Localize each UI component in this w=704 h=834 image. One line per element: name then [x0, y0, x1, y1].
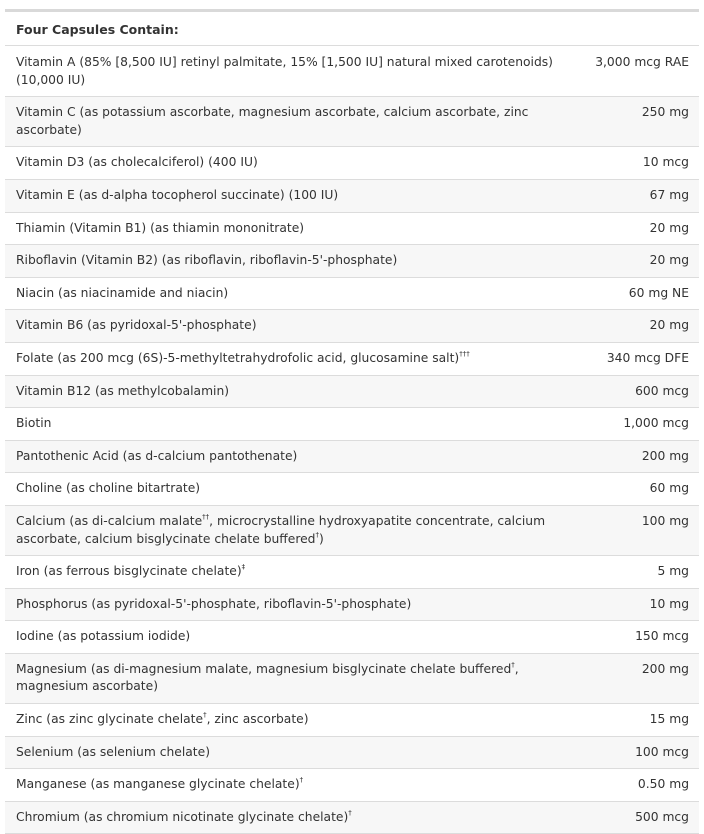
ingredient-name-text: Pantothenic Acid (as d-calcium pantothenate)	[16, 448, 298, 463]
footnote-marker: †††	[459, 349, 470, 358]
ingredient-name	[16, 480, 576, 498]
ingredient-name-text: Vitamin B6 (as pyridoxal-5'-phosphate)	[16, 318, 257, 333]
table-row	[5, 46, 699, 97]
table-row	[5, 278, 699, 311]
ingredient-name	[16, 596, 576, 614]
ingredient-amount: 60 mg	[649, 481, 689, 496]
ingredient-amount: 340 mcg DFE	[606, 350, 689, 365]
table-row	[5, 310, 699, 343]
table-header: Four Capsules Contain:	[5, 12, 699, 46]
ingredient-name	[16, 563, 576, 581]
ingredient-amount: 5 mg	[657, 564, 689, 579]
ingredient-name	[16, 220, 576, 238]
ingredient-name-text: Vitamin D3 (as cholecalciferol) (400 IU)	[16, 155, 258, 170]
ingredient-name-text: Choline (as choline bitartrate)	[16, 481, 201, 496]
table-body	[5, 46, 699, 834]
ingredient-amount: 250 mg	[641, 105, 689, 120]
ingredient-amount: 600 mcg	[635, 383, 689, 398]
ingredient-name-part: Magnesium (as di-magnesium malate, magnesium bisglycinate chelate buffered	[16, 661, 512, 676]
table-row	[5, 180, 699, 213]
ingredient-amount: 15 mg	[649, 712, 689, 727]
table-row	[5, 654, 699, 704]
ingredient-name	[16, 711, 576, 729]
ingredient-name-text: Folate (as 200 mcg (6S)-5-methyltetrahydrofolic acid, glucosamine salt)	[16, 350, 460, 365]
table-row	[5, 97, 699, 147]
ingredient-amount: 200 mg	[641, 661, 689, 676]
ingredient-name-part: , zinc ascorbate)	[206, 712, 309, 727]
footnote-marker: †	[511, 660, 515, 669]
ingredient-name	[16, 350, 576, 368]
ingredient-name	[16, 744, 576, 762]
table-row	[5, 506, 699, 556]
ingredient-amount: 500 mcg	[635, 809, 689, 824]
nutrition-table	[5, 9, 699, 834]
ingredient-amount: 20 mg	[649, 318, 689, 333]
ingredient-name	[16, 104, 576, 139]
table-row	[5, 802, 699, 834]
ingredient-name	[16, 628, 576, 646]
table-row	[5, 769, 699, 802]
ingredient-name	[16, 513, 576, 548]
ingredient-name	[16, 54, 576, 89]
ingredient-amount: 150 mcg	[635, 629, 689, 644]
table-row	[5, 213, 699, 246]
footnote-marker: †	[299, 776, 304, 785]
ingredient-amount: 10 mcg	[642, 155, 689, 170]
ingredient-amount: 20 mg	[649, 220, 689, 235]
table-row	[5, 621, 699, 654]
footnote-marker: ††	[202, 512, 210, 521]
footnote-marker: †	[203, 711, 207, 720]
ingredient-name	[16, 383, 576, 401]
ingredient-name	[16, 285, 576, 303]
ingredient-name-text: Chromium (as chromium nicotinate glycinate chelate)	[16, 809, 349, 824]
footnote-marker: †	[348, 808, 352, 817]
table-row	[5, 589, 699, 622]
ingredient-name-part: Zinc (as zinc glycinate chelate	[16, 712, 204, 727]
ingredient-name-text: Phosphorus (as pyridoxal-5'-phosphate, riboflavin-5'-phosphate)	[16, 596, 412, 611]
ingredient-amount: 20 mg	[649, 253, 689, 268]
ingredient-name-text: Riboflavin (Vitamin B2) (as riboflavin, riboflavin-5'-phosphate)	[16, 253, 398, 268]
ingredient-name	[16, 448, 576, 466]
table-row	[5, 376, 699, 409]
ingredient-name	[16, 317, 576, 335]
table-row	[5, 147, 699, 180]
ingredient-name-text: Vitamin A (85% [8,500 IU] retinyl palmitate, 15% [1,500 IU] natural mixed carotenoids) (10,000 IU)	[16, 55, 553, 87]
ingredient-name-text: Selenium (as selenium chelate)	[16, 744, 210, 759]
ingredient-name-text: Thiamin (Vitamin B1) (as thiamin mononitrate)	[16, 220, 305, 235]
footnote-marker: ‡	[241, 563, 246, 572]
ingredient-amount: 100 mg	[641, 513, 689, 528]
ingredient-name-part: )	[319, 531, 324, 546]
ingredient-name-text: Vitamin C (as potassium ascorbate, magnesium ascorbate, calcium ascorbate, zinc ascorbate)	[16, 105, 529, 137]
ingredient-name	[16, 661, 576, 696]
ingredient-name	[16, 776, 576, 794]
ingredient-name-part: Calcium (as di-calcium malate	[16, 513, 203, 528]
ingredient-name-text: Iodine (as potassium iodide)	[16, 629, 191, 644]
ingredient-amount: 60 mg NE	[628, 285, 689, 300]
footnote-marker: †	[315, 530, 319, 539]
ingredient-amount: 200 mg	[641, 448, 689, 463]
ingredient-name	[16, 187, 576, 205]
ingredient-name-part: , magnesium ascorbate)	[16, 661, 519, 694]
ingredient-name	[16, 154, 576, 172]
ingredient-name-part: , microcrystalline hydroxyapatite concentrate, calcium ascorbate, calcium bisglycinate chelate buffered	[16, 513, 546, 546]
table-row	[5, 556, 699, 589]
ingredient-name-text: Biotin	[16, 416, 52, 431]
ingredient-name-text: Niacin (as niacinamide and niacin)	[16, 285, 229, 300]
table-row	[5, 704, 699, 737]
table-row	[5, 473, 699, 506]
ingredient-amount: 0.50 mg	[637, 777, 689, 792]
table-row	[5, 737, 699, 770]
ingredient-name	[16, 809, 576, 827]
ingredient-amount: 100 mcg	[635, 744, 689, 759]
table-row	[5, 245, 699, 278]
ingredient-name-text: Vitamin E (as d-alpha tocopherol succinate) (100 IU)	[16, 187, 339, 202]
table-row	[5, 408, 699, 441]
ingredient-name-text: Manganese (as manganese glycinate chelate)	[16, 777, 300, 792]
table-row	[5, 441, 699, 474]
ingredient-amount: 3,000 mcg RAE	[595, 55, 689, 69]
ingredient-amount: 1,000 mcg	[623, 416, 689, 431]
ingredient-name	[16, 252, 576, 270]
ingredient-name	[16, 415, 576, 433]
ingredient-name-text: Vitamin B12 (as methylcobalamin)	[16, 383, 230, 398]
ingredient-name-text: Iron (as ferrous bisglycinate chelate)	[16, 564, 242, 579]
ingredient-amount: 10 mg	[649, 596, 689, 611]
ingredient-amount: 67 mg	[649, 187, 689, 202]
table-row	[5, 343, 699, 376]
